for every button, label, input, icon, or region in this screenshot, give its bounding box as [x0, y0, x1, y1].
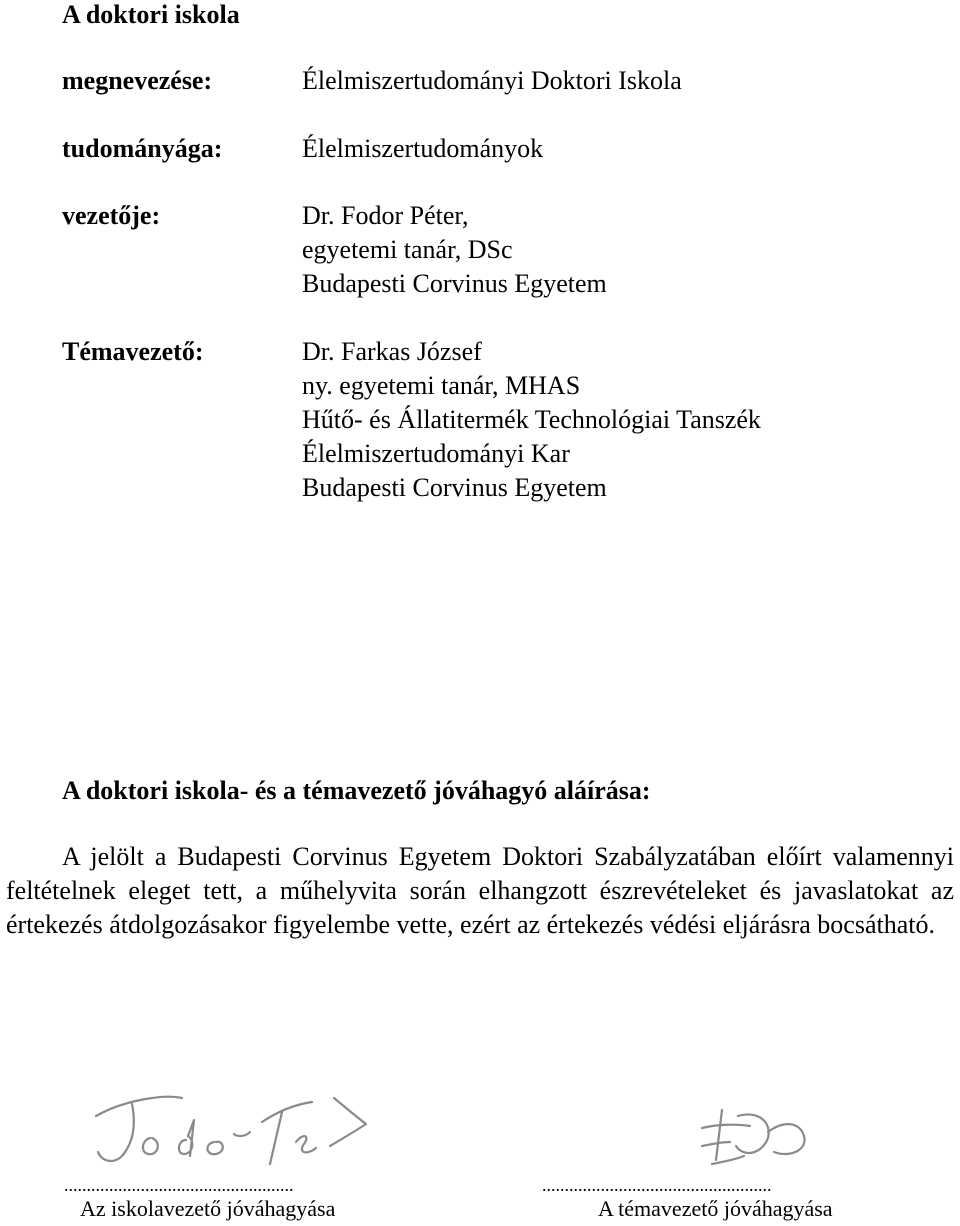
school-head-signature-block: [64, 1080, 444, 1224]
signature-dots: ...................................................: [64, 1176, 294, 1194]
supervisor-line: ny. egyetemi tanár, MHAS: [302, 371, 581, 400]
approval-heading: A doktori iskola- és a témavezető jóváhagyó aláírása:: [62, 776, 651, 805]
supervisor-value: [302, 335, 761, 505]
supervisor-signature-block: [542, 1080, 922, 1224]
supervisor-label: Témavezető:: [62, 337, 204, 366]
school-head-value: [302, 199, 607, 301]
school-field-label: tudományága:: [62, 134, 223, 163]
supervisor-line: Dr. Farkas József: [302, 337, 482, 366]
school-head-line: Dr. Fodor Péter,: [302, 201, 469, 230]
school-head-signature: [84, 1080, 384, 1176]
school-field-value: Élelmiszertudományok: [302, 134, 544, 163]
supervisor-approval-caption: A témavezető jóváhagyása: [598, 1196, 833, 1221]
doctoral-school-heading: A doktori iskola: [62, 0, 240, 29]
school-head-label: vezetője:: [62, 201, 161, 230]
supervisor-line: Hűtő- és Állatitermék Technológiai Tanszék: [302, 405, 761, 434]
supervisor-signature: [562, 1080, 862, 1176]
school-name-value: Élelmiszertudományi Doktori Iskola: [302, 66, 682, 95]
supervisor-line: Budapesti Corvinus Egyetem: [302, 473, 607, 502]
signature-dots: ...................................................: [542, 1176, 772, 1194]
school-head-line: Budapesti Corvinus Egyetem: [302, 269, 607, 298]
school-head-line: egyetemi tanár, DSc: [302, 235, 513, 264]
school-name-label: megnevezése:: [62, 66, 213, 95]
approval-paragraph: A jelölt a Budapesti Corvinus Egyetem Doktori Szabályzatában előírt valamennyi feltételnek eleget tett, a műhelyvita során elhangzott észrevételeket és javaslatokat az értekezés átdolgozásakor figyelembe vette, ezért az értekezés védési eljárásra bocsátható.: [6, 842, 954, 939]
supervisor-line: Élelmiszertudományi Kar: [302, 439, 570, 468]
school-head-approval-caption: Az iskolavezető jóváhagyása: [80, 1196, 336, 1221]
